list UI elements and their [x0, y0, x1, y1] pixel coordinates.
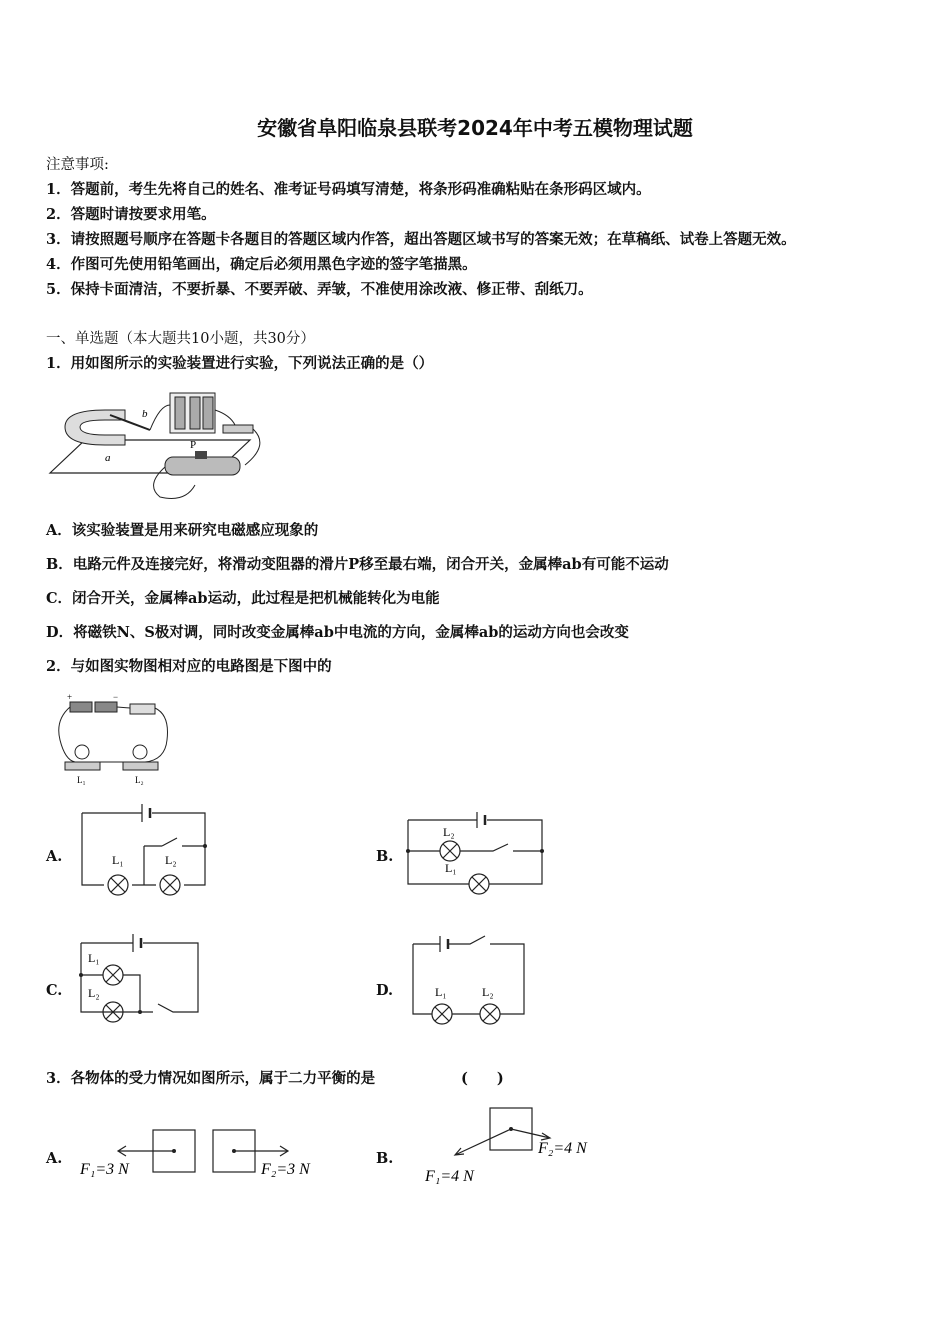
l1-label: L₁ [435, 985, 447, 999]
note-item: 5．保持卡面清洁，不要折暴、不要弄破、弄皱，不准使用涂改液、修正带、刮纸刀。 [46, 281, 593, 298]
q1-option-d[interactable]: D．将磁铁N、S极对调，同时改变金属棒ab中电流的方向，金属棒ab的运动方向也会改变 [46, 624, 629, 641]
q2-option-b[interactable]: B. [376, 848, 394, 865]
label-p: P [190, 439, 197, 451]
force-diagram-a [78, 1128, 338, 1183]
l1-label: L₁ [77, 775, 86, 785]
label-a: a [105, 452, 111, 464]
question-1-stem: 1．用如图所示的实验装置进行实验，下列说法正确的是（） [46, 355, 434, 372]
answer-paren: ( ) [461, 1070, 504, 1087]
circuit-c [78, 930, 203, 1028]
note-item: 4．作图可先使用铅笔画出，确定后必须用黑色字迹的签字笔描黑。 [46, 256, 477, 273]
l2-label: L₂ [165, 853, 177, 867]
q1-option-b[interactable]: B．电路元件及连接完好，将滑动变阻器的滑片P移至最右端，闭合开关，金属棒ab有可能不运动 [46, 556, 669, 573]
l2-label: L₂ [135, 775, 144, 785]
page-title: 安徽省阜阳临泉县联考2024年中考五模物理试题 [257, 116, 693, 140]
q1-option-c[interactable]: C．闭合开关，金属棒ab运动，此过程是把机械能转化为电能 [46, 590, 440, 607]
force-diagram-b [420, 1105, 610, 1190]
circuit-a [80, 798, 210, 898]
q3-option-b[interactable]: B. [376, 1150, 394, 1167]
force-label: F₁=3 N [80, 1161, 129, 1178]
q2-physical-circuit-figure [55, 690, 175, 786]
note-item: 1．答题前，考生先将自己的姓名、准考证号码填写清楚，将条形码准确粘贴在条形码区域内。 [46, 181, 651, 198]
note-item: 3．请按照题号顺序在答题卡各题目的答题区域内作答，超出答题区域书写的答案无效；在草稿纸、试卷上答题无效。 [46, 231, 796, 248]
minus-label: − [113, 692, 119, 702]
section-heading: 一、单选题（本大题共10小题，共30分） [46, 331, 315, 347]
l2-label: L₂ [88, 986, 100, 1000]
q1-apparatus-figure [45, 385, 270, 503]
l1-label: L₁ [112, 853, 124, 867]
q2-option-d[interactable]: D. [376, 982, 394, 999]
q2-option-a[interactable]: A. [46, 848, 63, 865]
label-b: b [142, 408, 148, 420]
l1-label: L₁ [445, 861, 457, 875]
l2-label: L₂ [443, 825, 455, 839]
q3-option-a[interactable]: A. [46, 1150, 63, 1167]
circuit-b [405, 812, 550, 902]
l2-label: L₂ [482, 985, 494, 999]
q2-option-c[interactable]: C. [46, 982, 63, 999]
circuit-d [410, 932, 530, 1028]
force-label: F₁=4 N [425, 1168, 474, 1185]
l1-label: L₁ [88, 951, 100, 965]
force-label: F₂=4 N [538, 1140, 587, 1157]
note-item: 2．答题时请按要求用笔。 [46, 206, 216, 223]
q1-option-a[interactable]: A．该实验装置是用来研究电磁感应现象的 [46, 522, 319, 539]
question-2-stem: 2．与如图实物图相对应的电路图是下图中的 [46, 658, 332, 675]
question-3-stem: 3．各物体的受力情况如图所示，属于二力平衡的是 [46, 1070, 376, 1087]
notes-heading: 注意事项: [46, 157, 109, 173]
force-label: F₂=3 N [261, 1161, 310, 1178]
plus-label: + [67, 692, 73, 702]
